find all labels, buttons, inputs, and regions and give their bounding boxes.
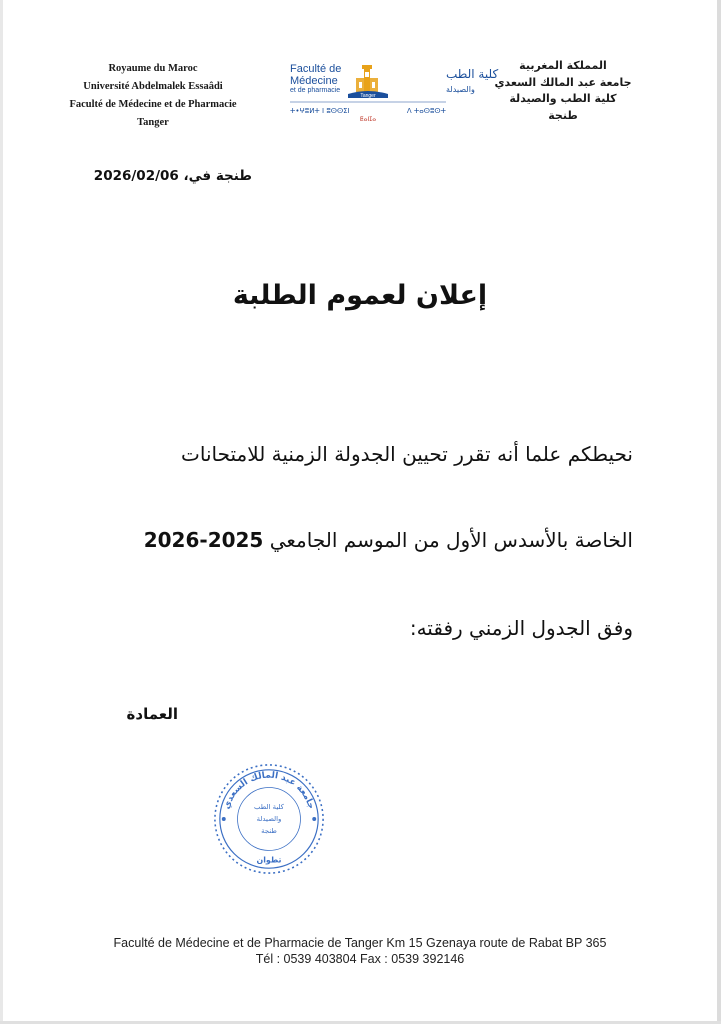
footer-address [30,935,690,967]
stamp-center-line2: والصيدلة [256,814,282,823]
announcement-title: إعلان لعموم الطلبة [232,280,488,311]
logo-fr-line2: Médecine [290,75,338,87]
header-arabic [478,58,648,124]
stamp-center-line3: طنجة [261,826,277,835]
body-line-2 [144,528,633,552]
scan-edge-right [717,0,721,1024]
logo-tifinagh-tag: ⵟⴰⵏⵊⴰ [359,116,377,123]
logo-building-icon [356,65,378,92]
logo-ar-line2: والصيدلة [446,85,475,94]
academic-year: 2025-2026 [143,528,264,552]
faculty-logo [288,60,499,124]
logo-ar-line1: كلية الطب [446,67,499,81]
header-french-city: Tanger [137,117,169,128]
stamp-star-right [312,817,316,821]
stamp-ring-text: جامعة عبد المالك السعدي [221,770,316,811]
header-french-kingdom: Royaume du Maroc [108,63,198,74]
logo-city-tag: Tanger [360,93,376,99]
scan-edge-left [0,0,3,1024]
signature-deanship: العمادة [126,705,178,723]
stamp-star-left [222,817,226,821]
date-value: 2026/02/06 [93,168,179,184]
logo-fr-line1: Faculté de [290,63,342,75]
header-arabic-kingdom: المملكة المغربية [519,59,607,72]
logo-fr-line3: et de pharmacie [290,87,341,94]
header-arabic-university: جامعة عبد المالك السعدي [494,75,632,89]
logo-tifinagh-left: ⵜ•ⵖⵓⵍⵜ ⵏ ⵓⵙⵙⵉⵏ [290,107,350,115]
document-date [72,168,252,184]
body-line-3: وفق الجدول الزمني رفقته: [409,616,633,640]
logo-tifinagh-right: ⴷ ⵜⴰⵙⵓⵙⵜ [406,107,446,115]
header-arabic-city: طنجة [548,108,578,122]
header-french-faculty: Faculté de Médecine et de Pharmacie [69,99,237,110]
body-line-2-text: الخاصة بالأسدس الأول من الموسم الجامعي [269,528,633,552]
official-stamp [210,760,328,878]
footer-address-line: Faculté de Médecine et de Pharmacie de Tanger Km 15 Gzenaya route de Rabat BP 365 [113,936,607,950]
body-line-1: نحيطكم علما أنه تقرر تحيين الجدولة الزمنية للامتحانات [181,442,633,466]
header-french [48,60,258,132]
stamp-center-line1: كلية الطب [254,803,284,812]
date-prefix: طنجة في، [183,168,252,184]
stamp-bottom-text: تطوان [256,855,282,865]
footer-contact-line: Tél : 0539 403804 Fax : 0539 392146 [255,952,465,966]
header-arabic-faculty: كلية الطب والصيدلة [509,92,617,105]
header-french-university: Université Abdelmalek Essaâdi [83,81,223,92]
